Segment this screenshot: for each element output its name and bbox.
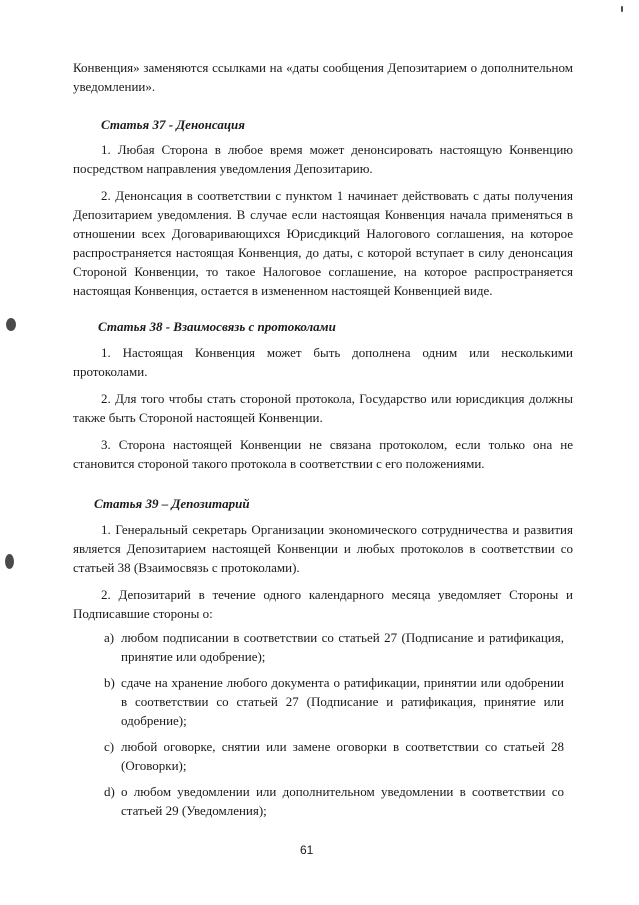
list-item-text: любой оговорке, снятии или замене оговорки в соответствии со статьей 28 (Оговорки); — [121, 739, 564, 773]
continuation-paragraph: Конвенция» заменяются ссылками на «даты сообщения Депозитарием о дополнительном уведомлении». — [73, 60, 573, 94]
article-38-paragraph-1: 1. Настоящая Конвенция может быть дополнена одним или несколькими протоколами. — [73, 345, 573, 379]
list-item-text: сдаче на хранение любого документа о ратификации, принятии или одобрении в соответствии со статьей 27 (Подписание и ратификация, принятие или одобрение); — [121, 675, 564, 728]
list-item-label: a) — [104, 630, 115, 645]
list-item-label: d) — [104, 784, 115, 799]
article-39-paragraph-1: 1. Генеральный секретарь Организации экономического сотрудничества и развития является Депозитарием настоящей Конвенции и любых протоколов в соответствии со статьей 38 (Взаимосвязь с протоколами). — [73, 522, 573, 575]
page-number: 61 — [300, 843, 314, 857]
article-37-paragraph-2: 2. Денонсация в соответствии с пунктом 1 начинает действовать с даты получения Депозитарием уведомления. В случае если настоящая Конвенция начала применяться в отношении всех Договаривающихся Юрисдикций Налогового соглашения, на которое распространяется настоящая Конвенция, до даты, с которой вступает в силу денонсация Стороной Конвенции, то такое Налоговое соглашение, на которое распространяется настоящая Конвенция, остается в измененном настоящей Конвенцией виде. — [73, 188, 573, 298]
article-37-heading: Статья 37 - Денонсация — [101, 117, 245, 132]
article-38-paragraph-3: 3. Сторона настоящей Конвенции не связана протоколом, если только она не становится стороной такого протокола в соответствии с его положениями. — [73, 437, 573, 471]
list-item-label: c) — [104, 739, 115, 754]
article-38-heading: Статья 38 - Взаимосвязь с протоколами — [98, 319, 336, 334]
scan-speck-mark — [621, 6, 623, 12]
list-item-text: о любом уведомлении или дополнительном уведомлении в соответствии со статьей 29 (Уведомления); — [121, 784, 564, 818]
article-37-paragraph-1: 1. Любая Сторона в любое время может денонсировать настоящую Конвенцию посредством направления уведомления Депозитарию. — [73, 142, 573, 176]
list-item-label: b) — [104, 675, 115, 690]
article-38-paragraph-2: 2. Для того чтобы стать стороной протокола, Государство или юрисдикция должны также быть Стороной настоящей Конвенции. — [73, 391, 573, 425]
scan-smudge-mark — [6, 318, 16, 331]
list-item-text: любом подписании в соответствии со статьей 27 (Подписание и ратификация, принятие или одобрение); — [121, 630, 564, 664]
article-39-heading: Статья 39 – Депозитарий — [94, 496, 250, 511]
scan-smudge-mark — [5, 554, 14, 569]
article-39-paragraph-2: 2. Депозитарий в течение одного календарного месяца уведомляет Стороны и Подписавшие стороны о: — [73, 587, 573, 621]
